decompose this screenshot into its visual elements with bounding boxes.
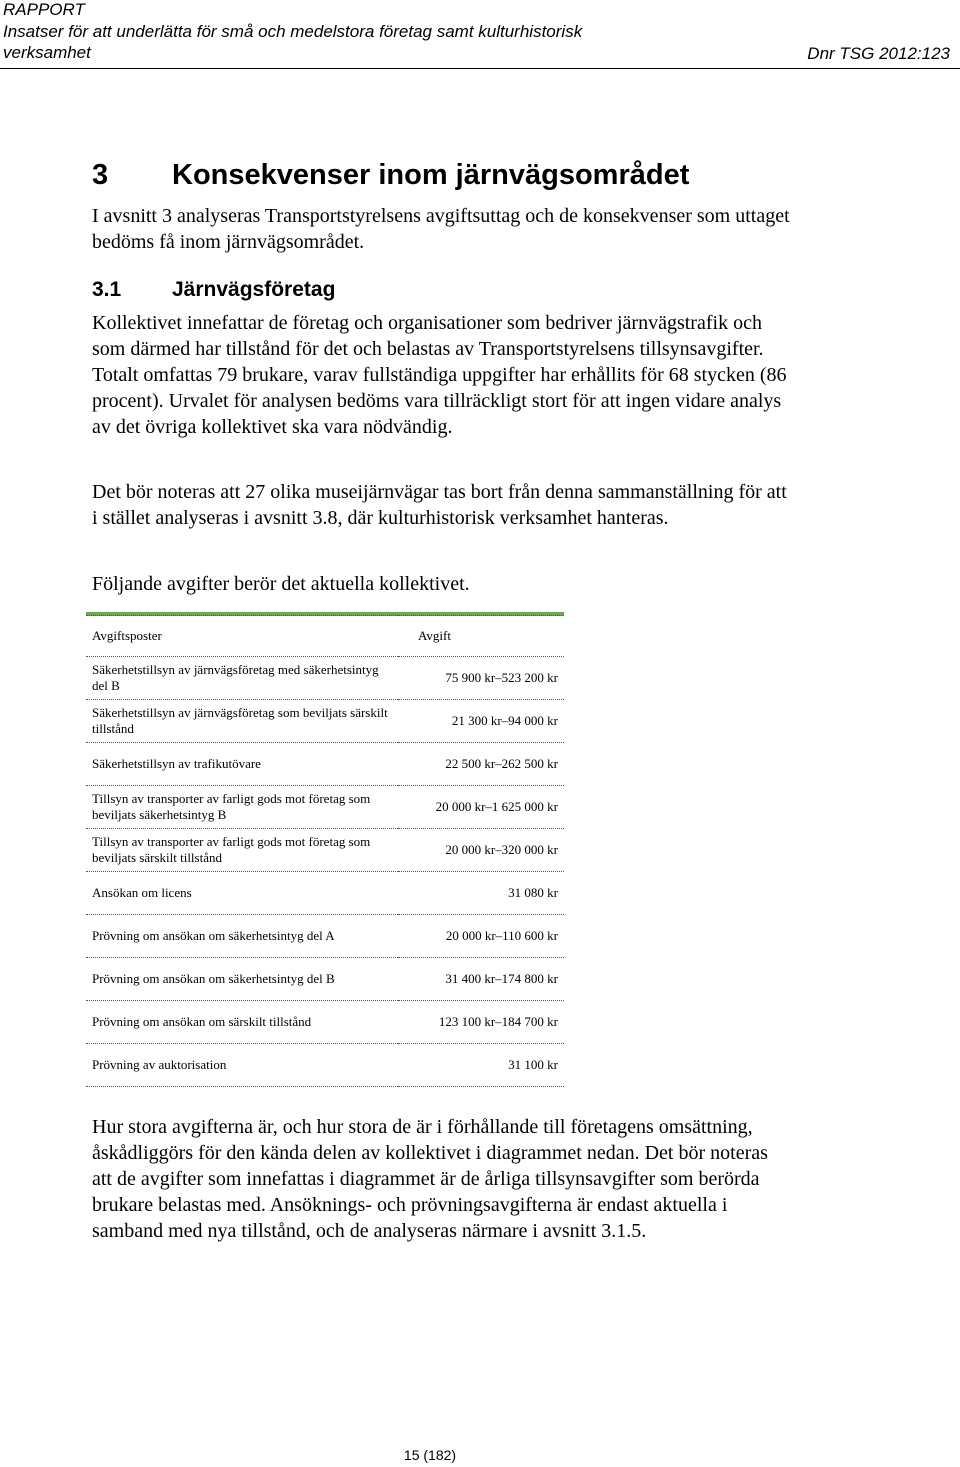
header-divider xyxy=(0,68,960,69)
report-subtitle-line1: Insatser för att underlätta för små och medelstora företag samt kulturhistorisk xyxy=(3,22,583,41)
subsection-paragraph-1: Kollektivet innefattar de företag och organisationer som bedriver järnvägstrafik och som därmed har tillstånd för det och belastas av Transportstyrelsens tillsynsavgifter. Totalt omfattas 79 brukare, varav fullständiga uppgifter har erhållits för 68 stycken (86 procent). Urvalet för analysen bedöms vara tillräckligt stort för att ingen vidare analys av det övriga kollektivet ska vara nödvändig. xyxy=(92,312,787,438)
fee-amount: 31 100 kr xyxy=(398,1044,564,1087)
subsection-paragraph-2: Det bör noteras att 27 olika museijärnvägar tas bort från denna sammanställning för att i stället analyseras i avsnitt 3.8, där kulturhistorisk verksamhet hanteras. xyxy=(92,481,787,529)
table-row xyxy=(86,1044,564,1087)
table-row xyxy=(86,743,564,786)
closing-paragraph: Hur stora avgifterna är, och hur stora de är i förhållande till företagens omsättning, åskådliggörs för den kända delen av kollektivet i diagrammet nedan. Det bör noteras att de avgifter som innefattas i diagrammet är de årliga tillsynsavgifter som berörda brukare belastas med. Ansöknings- och prövningsavgifterna är endast aktuella i samband med nya tillstånd, och de analyseras närmare i avsnitt 3.1.5. xyxy=(92,1116,768,1242)
section-intro: I avsnitt 3 analyseras Transportstyrelsens avgiftsuttag och de konsekvenser som uttaget bedöms få inom järnvägsområdet. xyxy=(92,205,790,253)
fee-item: Tillsyn av transporter av farligt gods mot företag som beviljats säkerhetsintyg B xyxy=(86,786,398,829)
fee-item: Prövning av auktorisation xyxy=(86,1044,398,1087)
document-number: Dnr TSG 2012:123 xyxy=(807,44,950,63)
subsection-paragraph-3: Följande avgifter berör det aktuella kollektivet. xyxy=(92,573,470,595)
fee-item: Prövning om ansökan om särskilt tillstånd xyxy=(86,1001,398,1044)
fee-amount: 20 000 kr–1 625 000 kr xyxy=(398,786,564,829)
fee-amount: 22 500 kr–262 500 kr xyxy=(398,743,564,786)
table-header-row xyxy=(86,616,564,657)
column-header-item: Avgiftsposter xyxy=(86,616,398,657)
fee-item: Säkerhetstillsyn av järnvägsföretag med säkerhetsintyg del B xyxy=(86,657,398,700)
table-row xyxy=(86,958,564,1001)
subsection-heading xyxy=(92,276,335,304)
page-number: 15 (182) xyxy=(403,1447,457,1463)
fee-amount: 75 900 kr–523 200 kr xyxy=(398,657,564,700)
fee-amount: 123 100 kr–184 700 kr xyxy=(398,1001,564,1044)
fee-item: Säkerhetstillsyn av trafikutövare xyxy=(86,743,398,786)
report-label: RAPPORT xyxy=(3,0,85,19)
subsection-number: 3.1 xyxy=(92,278,122,301)
report-subtitle xyxy=(3,21,582,63)
report-subtitle-line2: verksamhet xyxy=(3,43,91,62)
table-row xyxy=(86,786,564,829)
fee-amount: 20 000 kr–110 600 kr xyxy=(398,915,564,958)
table-row xyxy=(86,700,564,743)
fee-table xyxy=(86,612,564,1087)
subsection-title: Järnvägsföretag xyxy=(172,278,336,301)
table-row xyxy=(86,872,564,915)
fee-amount: 21 300 kr–94 000 kr xyxy=(398,700,564,743)
fee-amount: 31 400 kr–174 800 kr xyxy=(398,958,564,1001)
table-row xyxy=(86,915,564,958)
table-row xyxy=(86,1001,564,1044)
column-header-fee: Avgift xyxy=(398,616,564,657)
fee-item: Ansökan om licens xyxy=(86,872,398,915)
fee-item: Prövning om ansökan om säkerhetsintyg del B xyxy=(86,958,398,1001)
fee-item: Prövning om ansökan om säkerhetsintyg del A xyxy=(86,915,398,958)
table-row xyxy=(86,829,564,872)
section-heading xyxy=(92,157,689,193)
section-title: Konsekvenser inom järnvägsområdet xyxy=(172,159,690,191)
fee-item: Tillsyn av transporter av farligt gods mot företag som beviljats särskilt tillstånd xyxy=(86,829,398,872)
table-row xyxy=(86,657,564,700)
section-number: 3 xyxy=(92,159,109,191)
fee-amount: 20 000 kr–320 000 kr xyxy=(398,829,564,872)
fee-amount: 31 080 kr xyxy=(398,872,564,915)
fee-item: Säkerhetstillsyn av järnvägsföretag som beviljats särskilt tillstånd xyxy=(86,700,398,743)
